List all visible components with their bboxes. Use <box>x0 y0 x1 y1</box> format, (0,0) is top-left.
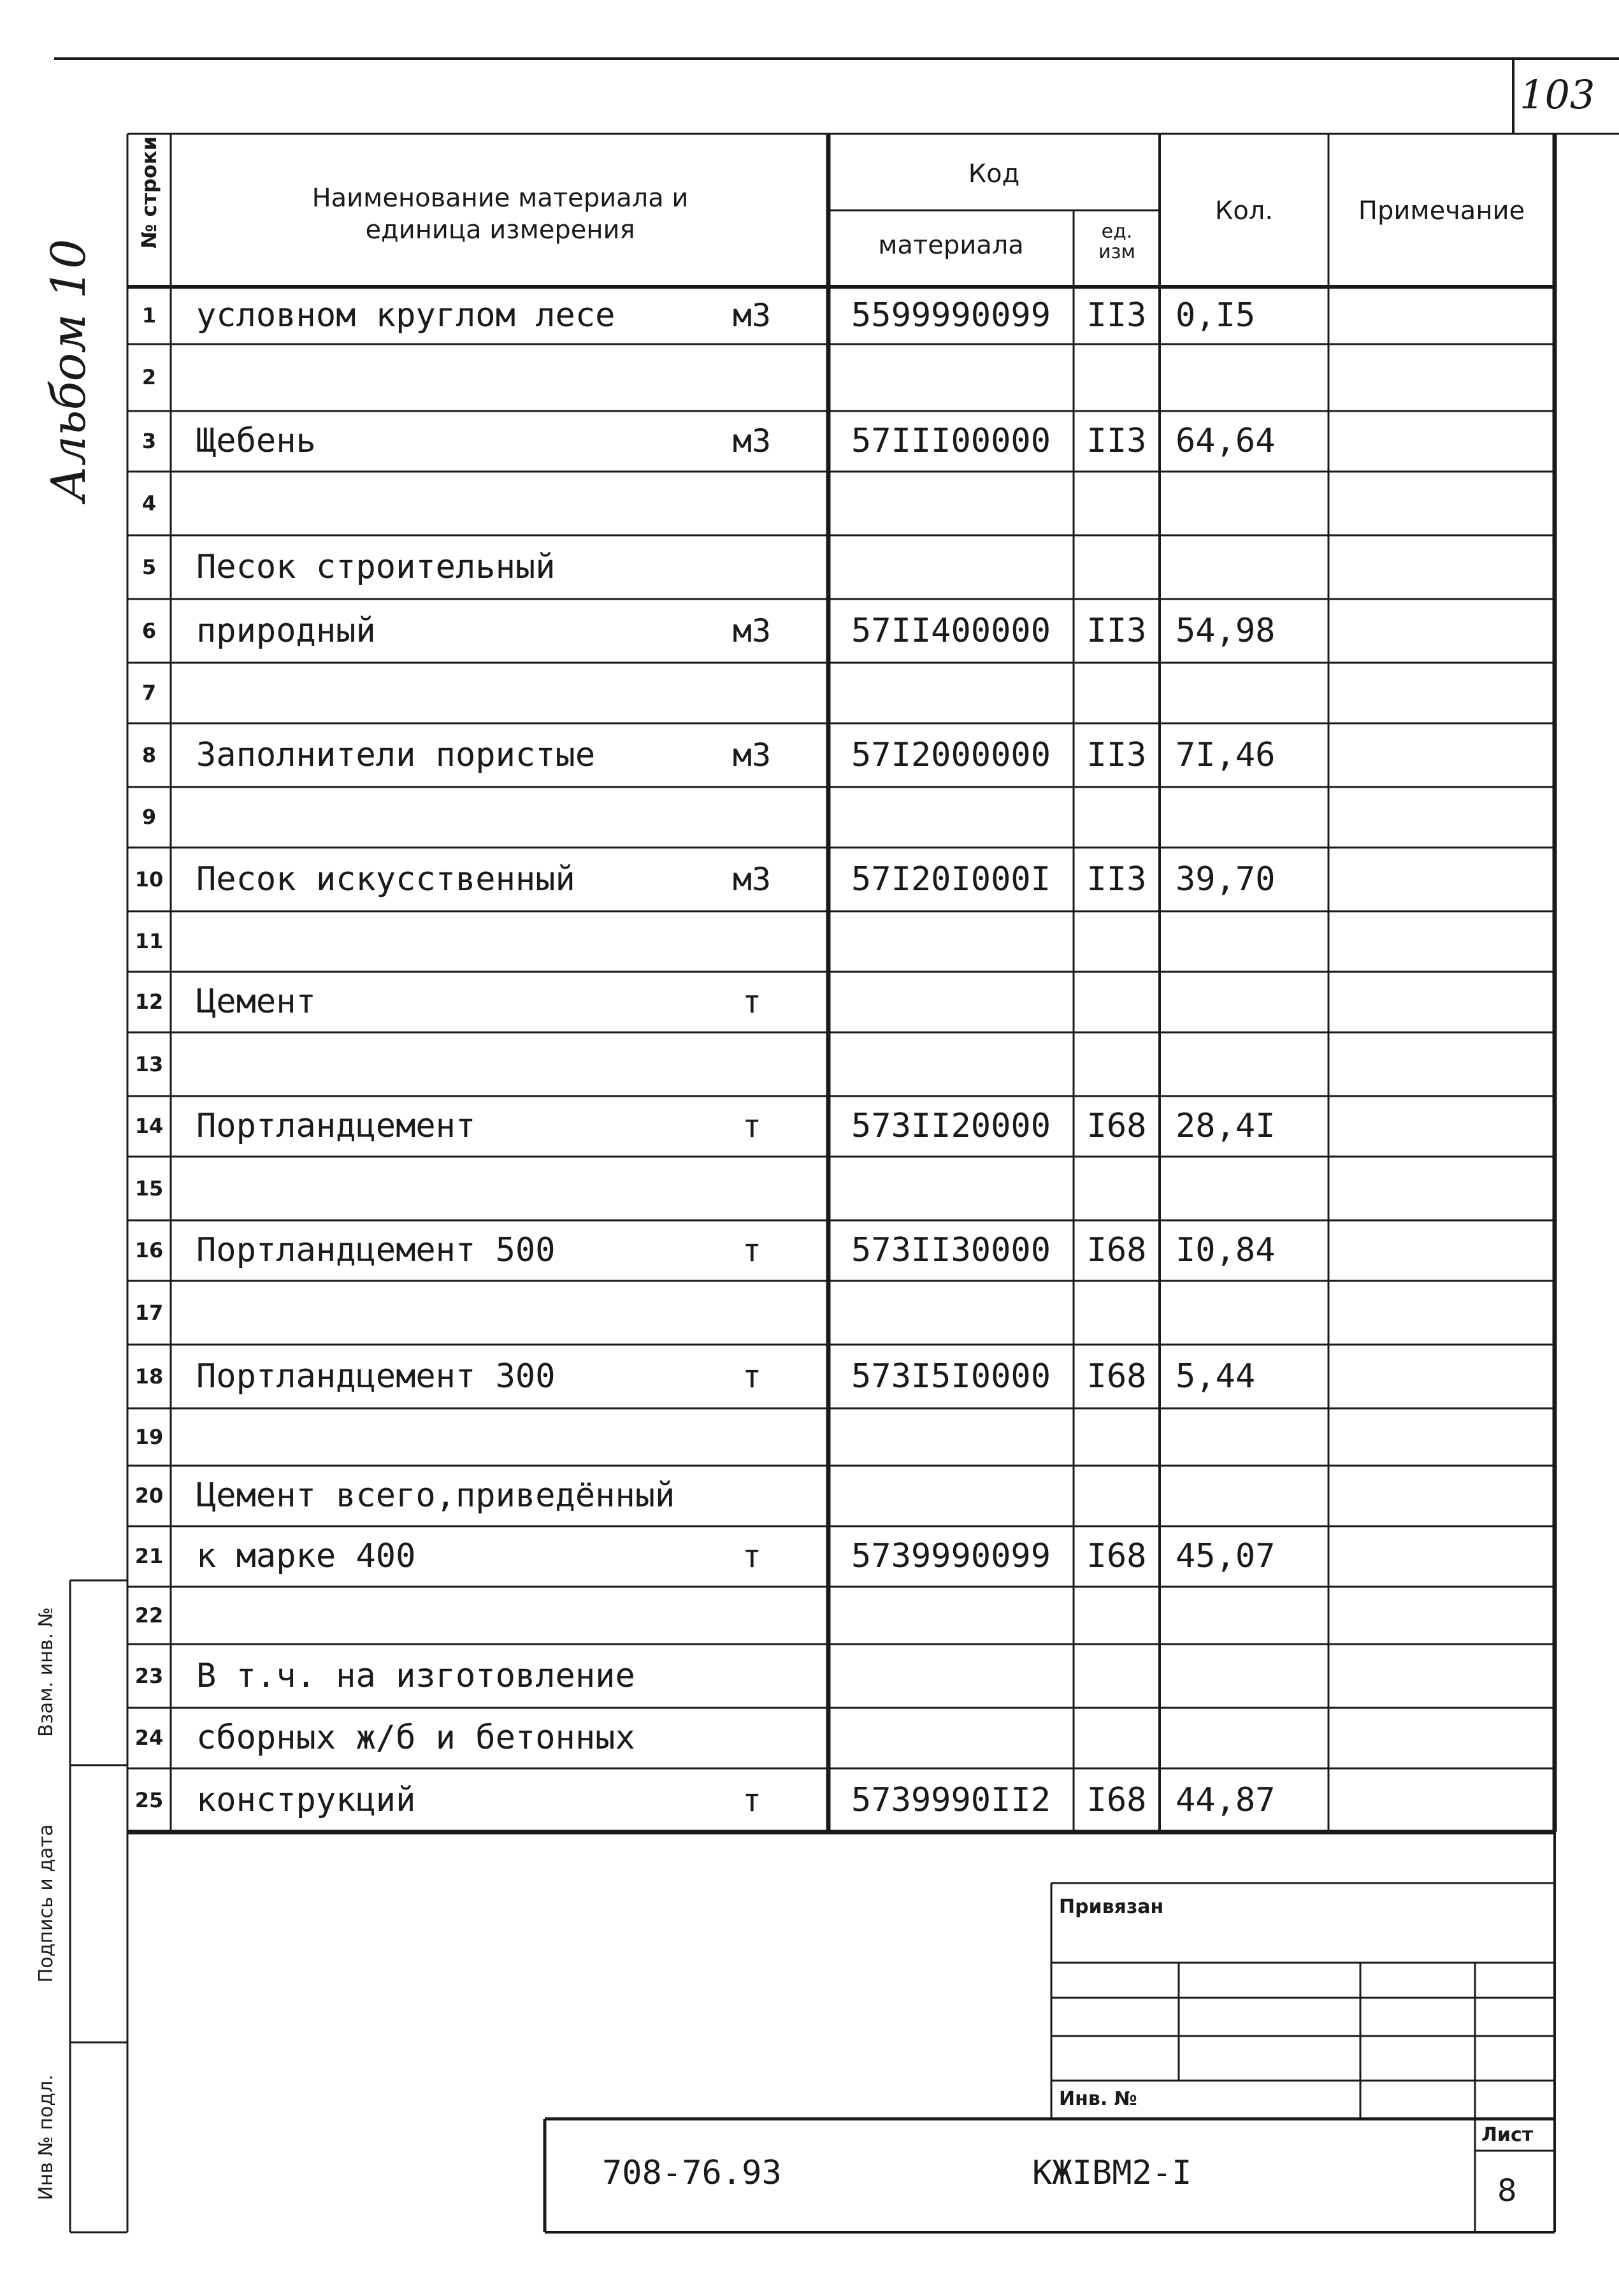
note <box>1328 848 1555 911</box>
material-code: 573I5I0000 <box>851 1357 1051 1396</box>
unit-code <box>1074 911 1160 972</box>
unit-code <box>1074 1408 1160 1466</box>
note <box>1328 1345 1555 1408</box>
unit: т <box>742 1782 762 1819</box>
header-name-line1: Наименование материала и <box>312 184 689 213</box>
row-number: 14 <box>134 1114 164 1138</box>
sheet-number: 8 <box>1497 2173 1517 2209</box>
row-number: 15 <box>134 1176 164 1201</box>
table-row <box>127 663 1555 723</box>
note <box>1328 663 1555 723</box>
row-number: 1 <box>141 303 157 328</box>
row-number: 17 <box>134 1301 164 1325</box>
table-row <box>127 1408 1555 1466</box>
material-name: конструкций <box>196 1781 416 1819</box>
header-unit-code: ед. изм <box>1098 220 1136 263</box>
album-label: Альбом 10 <box>41 238 96 502</box>
table-row <box>127 1708 1555 1768</box>
unit-code <box>1074 787 1160 848</box>
note <box>1328 723 1555 787</box>
row-number: 23 <box>134 1664 164 1688</box>
table-row <box>127 411 1555 472</box>
unit <box>701 1032 803 1096</box>
header-material: материала <box>878 231 1024 260</box>
unit <box>701 344 803 411</box>
material-name: к марке 400 <box>196 1537 416 1575</box>
unit-code: I68 <box>1086 1231 1147 1269</box>
quantity <box>1176 972 1328 1032</box>
header-name-line2: единица измерения <box>365 215 635 245</box>
material-name: Заполнители пористые <box>196 736 596 774</box>
unit-code <box>1074 472 1160 535</box>
material-name: В т.ч. на изготовление <box>196 1657 635 1695</box>
row-number: 22 <box>134 1603 164 1628</box>
unit-code: II3 <box>1086 860 1147 899</box>
material-code: 5599990099 <box>851 296 1051 335</box>
table-row <box>127 1768 1555 1832</box>
row-number: 20 <box>134 1484 164 1508</box>
row-number: 7 <box>141 681 157 705</box>
note <box>1328 1032 1555 1096</box>
material-code <box>828 787 1074 848</box>
note <box>1328 911 1555 972</box>
note <box>1328 972 1555 1032</box>
unit <box>701 1587 803 1644</box>
unit <box>701 911 803 972</box>
unit-code <box>1074 1157 1160 1220</box>
table-row <box>127 911 1555 972</box>
unit <box>701 1157 803 1220</box>
material-code <box>828 1281 1074 1345</box>
quantity: 54,98 <box>1176 612 1276 650</box>
quantity <box>1176 1587 1328 1644</box>
unit: т <box>742 1358 762 1395</box>
row-number: 6 <box>141 619 157 643</box>
material-name <box>196 787 770 848</box>
unit-code <box>1074 1281 1160 1345</box>
quantity <box>1176 344 1328 411</box>
quantity <box>1176 1408 1328 1466</box>
unit-code <box>1074 535 1160 599</box>
material-code <box>828 1032 1074 1096</box>
unit <box>701 1466 803 1526</box>
material-code: 57III00000 <box>851 422 1051 460</box>
unit <box>701 1708 803 1768</box>
header-row-number: № строки <box>137 136 161 249</box>
unit-code <box>1074 1644 1160 1708</box>
note <box>1328 287 1555 344</box>
note <box>1328 1157 1555 1220</box>
quantity <box>1176 1157 1328 1220</box>
material-name: Щебень <box>196 422 316 460</box>
quantity: 44,87 <box>1176 1781 1276 1819</box>
unit: т <box>742 1108 762 1144</box>
table-row <box>127 1466 1555 1526</box>
note <box>1328 1768 1555 1832</box>
note <box>1328 1220 1555 1281</box>
unit-code <box>1074 1708 1160 1768</box>
document-code: КЖIВМ2-I <box>1032 2154 1192 2192</box>
table-row <box>127 1096 1555 1157</box>
quantity: 64,64 <box>1176 422 1276 460</box>
row-number: 2 <box>141 365 157 389</box>
unit: м3 <box>732 612 772 649</box>
stamp-inv-label: Инв. № <box>1059 2088 1137 2110</box>
table-row <box>127 723 1555 787</box>
table-row <box>127 1032 1555 1096</box>
material-code: 573II20000 <box>851 1107 1051 1145</box>
material-name <box>196 344 770 411</box>
quantity: 45,07 <box>1176 1537 1276 1575</box>
material-code: 57II400000 <box>851 612 1051 650</box>
sheet-label: Лист <box>1481 2124 1534 2146</box>
material-code: 57I20I000I <box>851 860 1051 899</box>
stamp-linked-label: Привязан <box>1059 1896 1164 1918</box>
unit-code: II3 <box>1086 612 1147 650</box>
row-number: 18 <box>134 1364 164 1389</box>
table-row <box>127 1220 1555 1281</box>
row-number: 3 <box>141 429 157 453</box>
material-code <box>828 472 1074 535</box>
unit: т <box>742 1232 762 1269</box>
side-label-inv-orig: Инв № подл. <box>35 2074 57 2200</box>
note <box>1328 787 1555 848</box>
unit: т <box>742 983 762 1020</box>
unit-code <box>1074 1032 1160 1096</box>
note <box>1328 1096 1555 1157</box>
quantity <box>1176 663 1328 723</box>
material-code <box>828 972 1074 1032</box>
note <box>1328 1408 1555 1466</box>
material-name: Портландцемент 300 <box>196 1357 556 1396</box>
unit-code <box>1074 344 1160 411</box>
quantity: 5,44 <box>1176 1357 1256 1396</box>
material-code <box>828 911 1074 972</box>
row-number: 9 <box>141 805 157 829</box>
row-number: 8 <box>141 743 157 767</box>
note <box>1328 599 1555 663</box>
unit: м3 <box>732 422 772 459</box>
header-note: Примечание <box>1358 196 1525 226</box>
quantity <box>1176 1644 1328 1708</box>
note <box>1328 1587 1555 1644</box>
note <box>1328 1526 1555 1587</box>
unit: м3 <box>732 737 772 774</box>
row-number: 10 <box>134 867 164 892</box>
quantity <box>1176 787 1328 848</box>
material-code <box>828 1466 1074 1526</box>
table-row <box>127 472 1555 535</box>
unit-code <box>1074 972 1160 1032</box>
unit: м3 <box>732 861 772 898</box>
header-qty: Кол. <box>1214 196 1274 226</box>
unit: т <box>742 1538 762 1575</box>
quantity <box>1176 1032 1328 1096</box>
material-name: Цемент <box>196 983 316 1021</box>
material-name: сборных ж/б и бетонных <box>196 1719 635 1757</box>
row-number: 12 <box>134 990 164 1014</box>
note <box>1328 472 1555 535</box>
quantity <box>1176 911 1328 972</box>
page-number: 103 <box>1520 71 1595 118</box>
material-name: Цемент всего,приведённый <box>196 1477 675 1515</box>
row-number: 5 <box>141 555 157 579</box>
unit <box>701 787 803 848</box>
row-number: 21 <box>134 1544 164 1568</box>
material-code <box>828 535 1074 599</box>
row-number: 13 <box>134 1052 164 1076</box>
material-code <box>828 344 1074 411</box>
table-row <box>127 1526 1555 1587</box>
row-number: 4 <box>141 491 157 516</box>
material-name <box>196 1408 770 1466</box>
quantity: I0,84 <box>1176 1231 1276 1269</box>
note <box>1328 1281 1555 1345</box>
table-row <box>127 287 1555 344</box>
table-row <box>127 972 1555 1032</box>
quantity: 28,4I <box>1176 1107 1276 1145</box>
unit-code: II3 <box>1086 296 1147 335</box>
material-code <box>828 1408 1074 1466</box>
material-code <box>828 663 1074 723</box>
material-name: природный <box>196 612 376 650</box>
table-row <box>127 1345 1555 1408</box>
quantity <box>1176 1466 1328 1526</box>
row-number: 11 <box>134 929 164 953</box>
note <box>1328 1708 1555 1768</box>
quantity <box>1176 1708 1328 1768</box>
material-code: 57I2000000 <box>851 736 1051 774</box>
table-row <box>127 535 1555 599</box>
note <box>1328 411 1555 472</box>
note <box>1328 1644 1555 1708</box>
material-code: 573II30000 <box>851 1231 1051 1269</box>
unit-code <box>1074 663 1160 723</box>
material-code <box>828 1157 1074 1220</box>
material-name <box>196 472 770 535</box>
material-name: условном круглом лесе <box>196 296 615 335</box>
unit: м3 <box>732 297 772 334</box>
material-name: Портландцемент <box>196 1107 476 1145</box>
material-name <box>196 663 770 723</box>
note <box>1328 1466 1555 1526</box>
material-name <box>196 1587 770 1644</box>
quantity <box>1176 1281 1328 1345</box>
table-row <box>127 848 1555 911</box>
header-code: Код <box>968 159 1020 189</box>
material-code: 5739990II2 <box>851 1781 1051 1819</box>
unit-code: I68 <box>1086 1357 1147 1396</box>
material-code <box>828 1708 1074 1768</box>
row-number: 25 <box>134 1788 164 1812</box>
quantity: 7I,46 <box>1176 736 1276 774</box>
unit <box>701 1408 803 1466</box>
unit-code <box>1074 1466 1160 1526</box>
quantity: 39,70 <box>1176 860 1276 899</box>
unit <box>701 663 803 723</box>
unit <box>701 472 803 535</box>
material-name: Песок строительный <box>196 548 556 586</box>
table-row <box>127 1587 1555 1644</box>
table-row <box>127 1157 1555 1220</box>
table-row <box>127 787 1555 848</box>
material-name <box>196 1157 770 1220</box>
side-label-replace-inv: Взам. инв. № <box>35 1607 57 1737</box>
row-number: 19 <box>134 1425 164 1449</box>
quantity: 0,I5 <box>1176 296 1256 335</box>
row-number: 24 <box>134 1726 164 1750</box>
row-number: 16 <box>134 1238 164 1262</box>
material-name <box>196 1032 770 1096</box>
note <box>1328 344 1555 411</box>
unit-code: II3 <box>1086 736 1147 774</box>
quantity <box>1176 472 1328 535</box>
unit-code <box>1074 1587 1160 1644</box>
material-name <box>196 911 770 972</box>
table-row <box>127 344 1555 411</box>
side-label-sign-date: Подпись и дата <box>35 1824 57 1983</box>
material-name: Песок искусственный <box>196 860 575 899</box>
note <box>1328 535 1555 599</box>
unit-code: I68 <box>1086 1107 1147 1145</box>
unit <box>701 535 803 599</box>
unit <box>701 1644 803 1708</box>
material-code: 5739990099 <box>851 1537 1051 1575</box>
material-code <box>828 1644 1074 1708</box>
table-row <box>127 1644 1555 1708</box>
material-code <box>828 1587 1074 1644</box>
material-name <box>196 1281 770 1345</box>
quantity <box>1176 535 1328 599</box>
table-row <box>127 599 1555 663</box>
material-name: Портландцемент 500 <box>196 1231 556 1269</box>
document-number: 708-76.93 <box>602 2154 782 2192</box>
unit <box>701 1281 803 1345</box>
unit-code: II3 <box>1086 422 1147 460</box>
unit-code: I68 <box>1086 1781 1147 1819</box>
table-row <box>127 1281 1555 1345</box>
unit-code: I68 <box>1086 1537 1147 1575</box>
